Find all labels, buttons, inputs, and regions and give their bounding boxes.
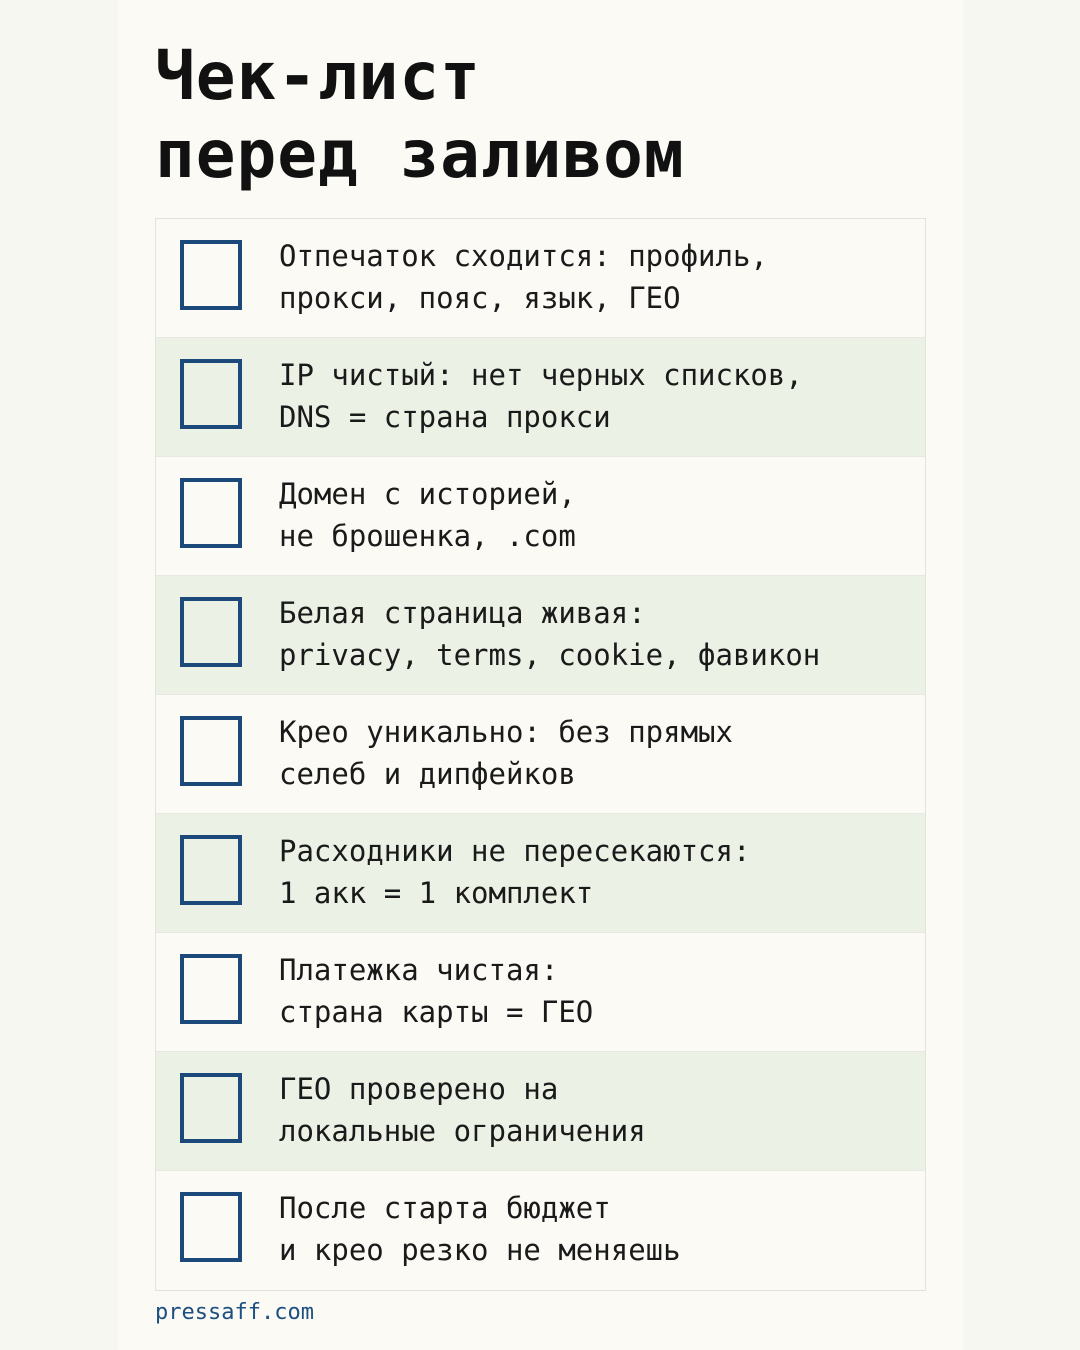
checklist-item-line-1: Расходники не пересекаются: [279, 834, 751, 868]
checklist-item-line-1: Платежка чистая: [279, 953, 559, 987]
checkbox-icon[interactable] [180, 835, 242, 905]
checklist-item-line-2: privacy, terms, cookie, фавикон [279, 638, 821, 672]
checklist-item-text [279, 1187, 919, 1271]
checklist-item-domain [156, 457, 925, 576]
checklist-item-line-2: 1 акк = 1 комплект [279, 876, 594, 910]
checklist-item-ip [156, 338, 925, 457]
checklist-item-text [279, 830, 919, 914]
checklist-item-creative [156, 695, 925, 814]
checklist-item-line-2: DNS = страна прокси [279, 400, 611, 434]
checklist-item-line-2: и крео резко не меняешь [279, 1233, 681, 1267]
checklist-item-payment [156, 933, 925, 1052]
checkbox-icon[interactable] [180, 240, 242, 310]
checklist-item-text [279, 949, 919, 1033]
page-title [155, 38, 685, 194]
checklist [155, 218, 926, 1291]
title-line-2: перед заливом [155, 116, 685, 193]
checklist-item-line-2: селеб и дипфейков [279, 757, 576, 791]
title-line-1: Чек-лист [155, 38, 481, 115]
checklist-item-fingerprint [156, 219, 925, 338]
footer-site-link[interactable]: pressaff.com [155, 1300, 314, 1325]
checklist-item-line-1: ГЕО проверено на [279, 1072, 559, 1106]
checklist-item-text [279, 354, 919, 438]
checklist-item-consumables [156, 814, 925, 933]
checkbox-icon[interactable] [180, 597, 242, 667]
checklist-item-after-start [156, 1171, 925, 1290]
checklist-item-text [279, 235, 919, 319]
checklist-item-line-2: локальные ограничения [279, 1114, 646, 1148]
checklist-item-line-1: IP чистый: нет черных списков, [279, 358, 803, 392]
checklist-item-text [279, 711, 919, 795]
checklist-item-geo-restrictions [156, 1052, 925, 1171]
checkbox-icon[interactable] [180, 359, 242, 429]
checklist-item-text [279, 592, 919, 676]
checkbox-icon[interactable] [180, 954, 242, 1024]
checklist-item-line-1: Отпечаток сходится: профиль, [279, 239, 768, 273]
checklist-item-line-1: Домен с историей, [279, 477, 576, 511]
checklist-item-line-2: прокси, пояс, язык, ГЕО [279, 281, 681, 315]
checkbox-icon[interactable] [180, 1073, 242, 1143]
checklist-item-line-2: страна карты = ГЕО [279, 995, 594, 1029]
checklist-item-text [279, 473, 919, 557]
checklist-item-line-2: не брошенка, .com [279, 519, 576, 553]
checklist-item-white-page [156, 576, 925, 695]
checkbox-icon[interactable] [180, 478, 242, 548]
checklist-item-line-1: Белая страница живая: [279, 596, 646, 630]
checklist-item-text [279, 1068, 919, 1152]
checkbox-icon[interactable] [180, 716, 242, 786]
checklist-item-line-1: После старта бюджет [279, 1191, 611, 1225]
checkbox-icon[interactable] [180, 1192, 242, 1262]
checklist-item-line-1: Крео уникально: без прямых [279, 715, 733, 749]
